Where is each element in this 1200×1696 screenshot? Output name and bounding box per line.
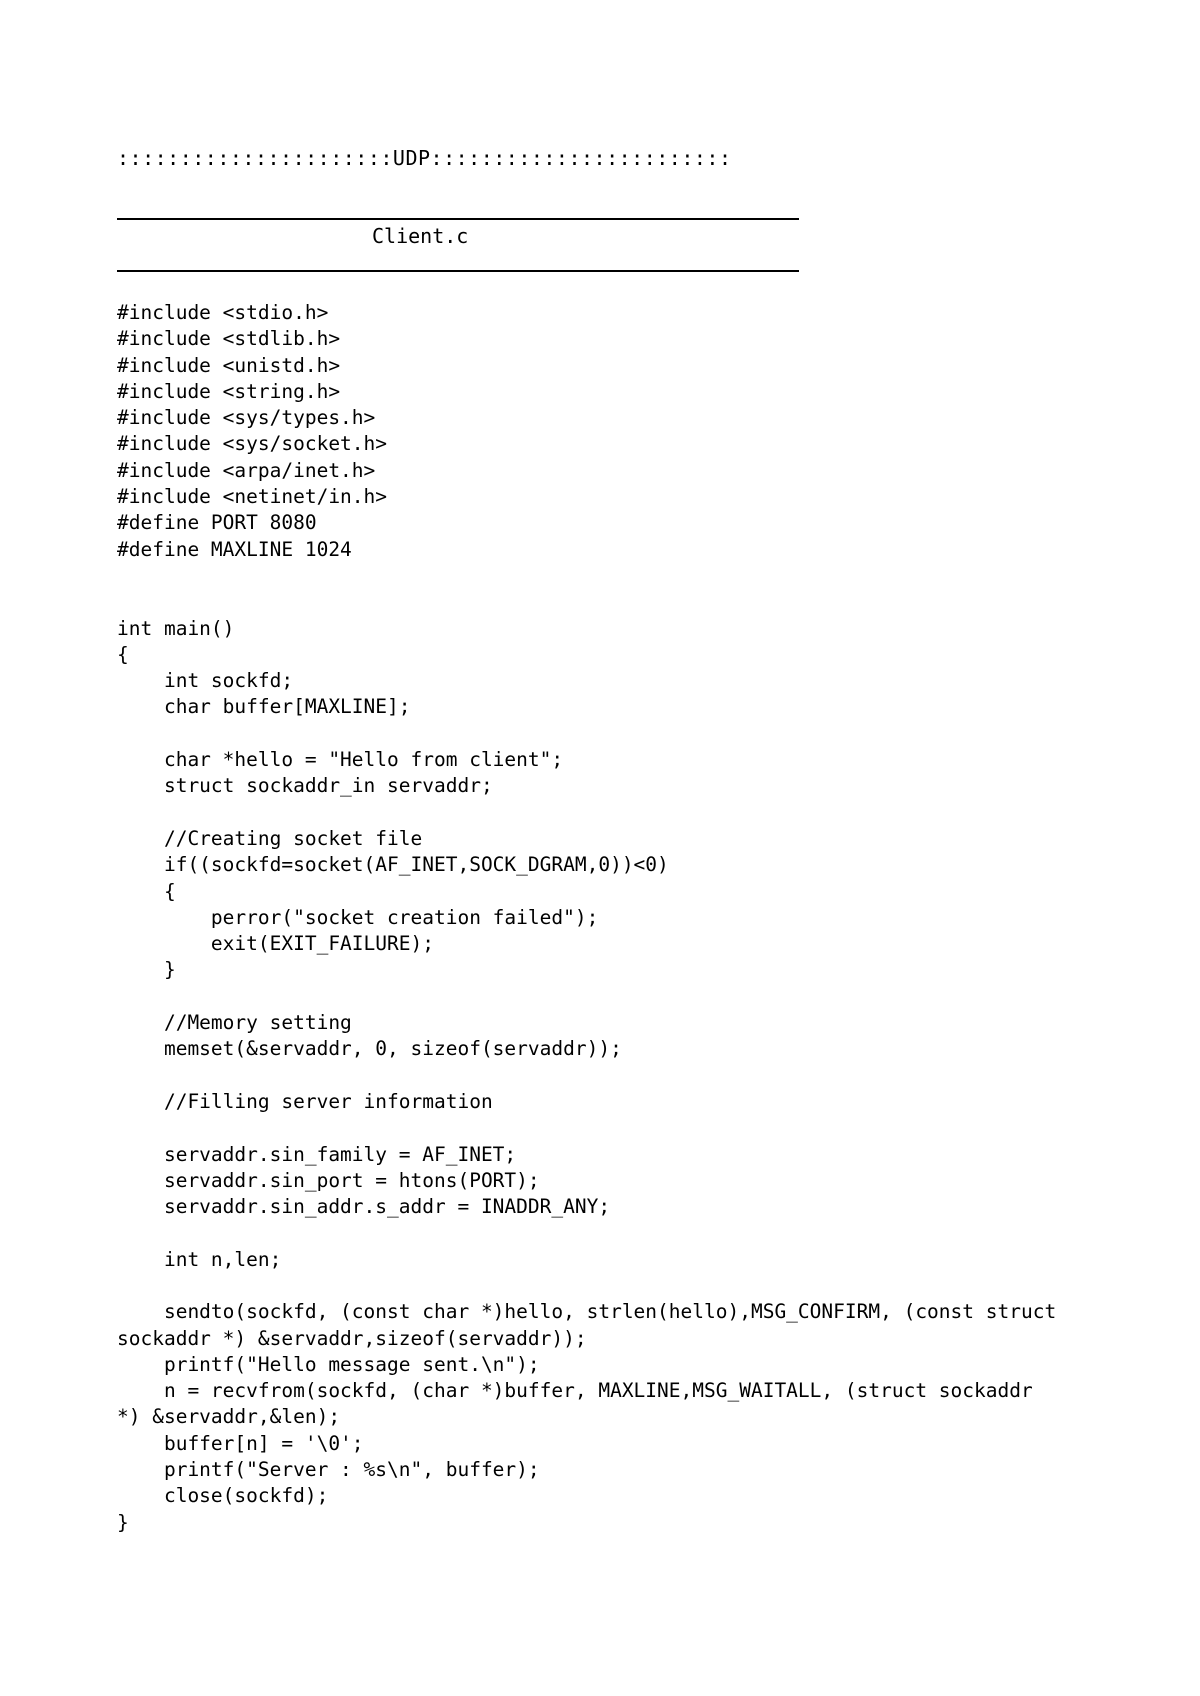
code-line: n = recvfrom(sockfd, (char *)buffer, MAXLINE,MSG_WAITALL, (struct sockaddr	[117, 1379, 1033, 1403]
code-line	[117, 1063, 1097, 1089]
header-rule-top	[117, 218, 799, 220]
code-line: //Memory setting	[117, 1011, 352, 1035]
code-line: }	[117, 1510, 129, 1534]
code-line: #include <netinet/in.h>	[117, 485, 388, 509]
code-line	[117, 800, 1097, 826]
code-line: #include <stdio.h>	[117, 301, 329, 324]
code-line: }	[117, 958, 176, 982]
code-line: char buffer[MAXLINE];	[117, 695, 411, 719]
code-line: #include <arpa/inet.h>	[117, 458, 376, 482]
code-line: close(sockfd);	[117, 1484, 329, 1508]
code-line: #include <string.h>	[117, 379, 341, 403]
code-line: {	[117, 642, 129, 666]
code-line: int sockfd;	[117, 669, 294, 693]
code-line: sockaddr *) &servaddr,sizeof(servaddr));	[117, 1326, 587, 1350]
code-line: if((sockfd=socket(AF_INET,SOCK_DGRAM,0))<0)	[117, 853, 669, 877]
code-line: buffer[n] = '\0';	[117, 1431, 364, 1455]
code-line	[117, 721, 1097, 747]
code-line: servaddr.sin_family = AF_INET;	[117, 1142, 517, 1166]
code-line: int n,len;	[117, 1247, 282, 1271]
code-line: printf("Hello message sent.\n");	[117, 1352, 540, 1376]
code-line: {	[117, 879, 176, 903]
code-line: memset(&servaddr, 0, sizeof(servaddr));	[117, 1037, 622, 1061]
code-listing	[117, 300, 1097, 1536]
code-line	[117, 589, 1097, 615]
code-line	[117, 1115, 1097, 1141]
code-line: #include <stdlib.h>	[117, 327, 341, 351]
code-line: int main()	[117, 616, 235, 640]
code-line	[117, 563, 1097, 589]
code-line: struct sockaddr_in servaddr;	[117, 774, 493, 798]
code-line	[117, 1220, 1097, 1246]
code-line: char *hello = "Hello from client";	[117, 748, 564, 772]
code-line: exit(EXIT_FAILURE);	[117, 932, 434, 956]
code-line: servaddr.sin_addr.s_addr = INADDR_ANY;	[117, 1195, 611, 1219]
code-line: sendto(sockfd, (const char *)hello, strlen(hello),MSG_CONFIRM, (const struct	[117, 1300, 1057, 1324]
header-rule-bottom	[117, 270, 799, 272]
code-line: //Creating socket file	[117, 826, 423, 850]
code-line: #include <sys/types.h>	[117, 406, 376, 430]
section-title: ::::::::::::::::::::::UDP::::::::::::::::::::::::	[117, 146, 732, 170]
code-line: perror("socket creation failed");	[117, 905, 599, 929]
code-line: *) &servaddr,&len);	[117, 1405, 341, 1429]
code-line: servaddr.sin_port = htons(PORT);	[117, 1168, 540, 1192]
code-line: #define PORT 8080	[117, 511, 317, 535]
code-line: #define MAXLINE 1024	[117, 537, 352, 561]
file-name-heading: Client.c	[372, 224, 469, 248]
code-line: printf("Server : %s\n", buffer);	[117, 1458, 540, 1482]
code-line	[117, 1273, 1097, 1299]
code-line: //Filling server information	[117, 1089, 493, 1113]
code-line	[117, 984, 1097, 1010]
code-line: #include <unistd.h>	[117, 353, 341, 377]
code-line: #include <sys/socket.h>	[117, 432, 388, 456]
